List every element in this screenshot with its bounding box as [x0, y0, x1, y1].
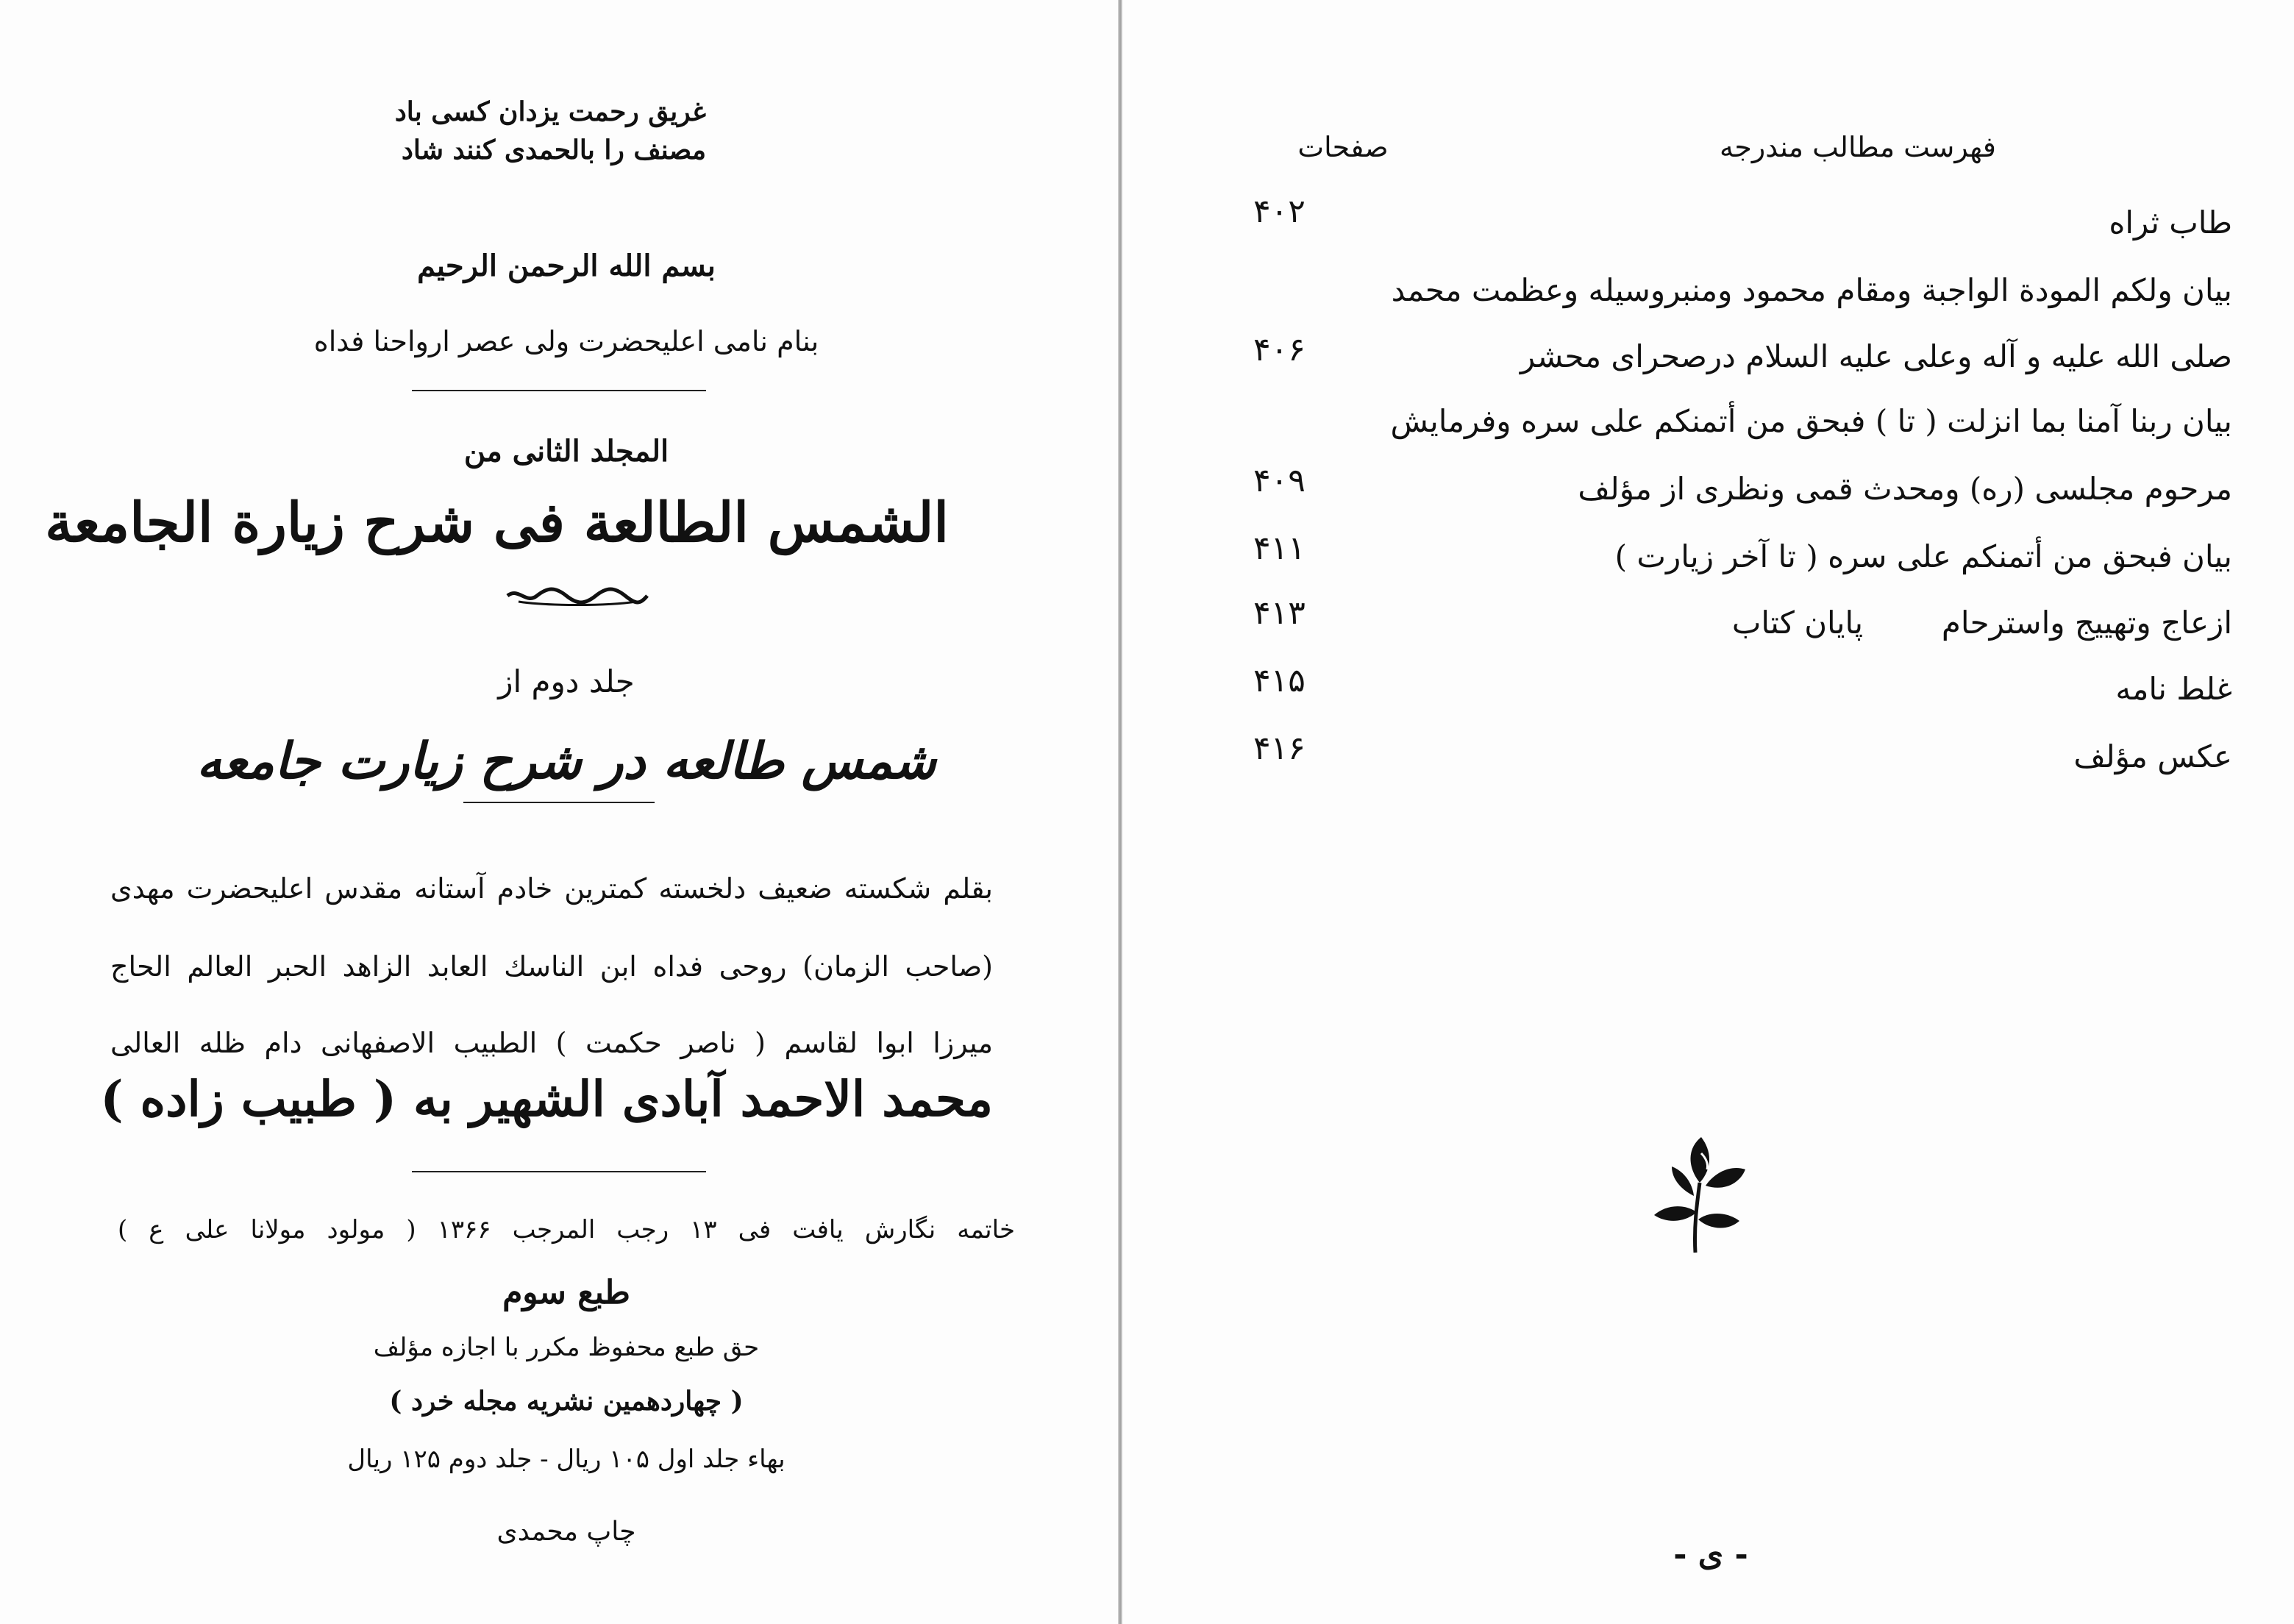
toc-page-3: ۴۰۶ — [1253, 331, 1305, 368]
divider-rule — [412, 390, 706, 391]
volume-arabic: المجلد الثانی من — [463, 434, 669, 469]
toc-page-5: ۴۰۹ — [1253, 462, 1305, 499]
author-name: محمد الاحمد آبادی الشهیر به ( طبیب زاده ) — [100, 1070, 993, 1128]
edition: طبع سوم — [502, 1274, 630, 1311]
toc-entry-1: طاب ثراه — [2109, 204, 2232, 241]
toc-page-7: ۴۱۳ — [1253, 594, 1305, 632]
toc-page-1: ۴۰۲ — [1253, 193, 1305, 230]
author-paragraph-line-2: (صاحب الزمان) روحی فداه ابن الناسك العابد الزاهد الحبر العالم الحاج — [110, 950, 993, 983]
toc-entry-5: مرحوم مجلسی (ره) ومحدث قمی ونظری از مؤلف — [1578, 471, 2232, 507]
toc-entry-4: بیان ربنا آمنا بما انزلت ( تا ) فبحق من أتمنکم علی سره وفرمایش — [1390, 403, 2232, 439]
toc-page-8: ۴۱۵ — [1253, 662, 1305, 699]
toc-entry-2: بیان ولکم المودة الواجبة ومقام محمود ومنبروسیله وعظمت محمد — [1391, 272, 2232, 308]
title-arabic: الشمس الطالعة فی شرح زیارة الجامعة — [45, 491, 949, 555]
series-note: ( چهاردهمین نشریه مجله خرد ) — [389, 1386, 744, 1417]
bismillah: بسم الله الرحمن الرحیم — [417, 249, 716, 283]
copyright-notice: حق طبع محفوظ مکرر با اجازه مؤلف — [373, 1333, 760, 1362]
toc-page — [1122, 0, 2294, 1624]
toc-entry-6: بیان فبحق من أتمنکم علی سره ( تا آخر زیارت ) — [1614, 538, 2232, 574]
title-underline — [463, 802, 655, 803]
scroll-ornament-icon — [504, 581, 651, 610]
toc-entry-9: عکس مؤلف — [2073, 738, 2232, 774]
invocation: بنام نامی اعلیحضرت ولی عصر ارواحنا فداه — [313, 325, 819, 357]
author-paragraph-line-1: بقلم شکسته ضعیف دلخسته کمترین خادم آستانه مقدس اعلیحضرت مهدی — [110, 872, 993, 905]
page-folio: - ی - — [1673, 1536, 1748, 1573]
volume-persian: جلد دوم از — [498, 663, 635, 699]
toc-page-6: ۴۱۱ — [1253, 530, 1305, 567]
toc-entry-8: غلط نامه — [2115, 671, 2232, 707]
title-persian: شمس طالعه در شرح زیارت جامعه — [196, 732, 936, 791]
pages-heading: صفحات — [1297, 131, 1389, 163]
title-page — [0, 0, 1118, 1624]
dedication-line-1: غریق رحمت یزدان کسی باد — [394, 96, 706, 127]
dedication-line-2: مصنف را بالحمدی کنند شاد — [401, 135, 706, 165]
printer: چاپ محمدی — [496, 1517, 636, 1547]
divider-rule-2 — [412, 1171, 706, 1172]
toc-entry-3: صلی الله علیه و آله وعلی علیه السلام درصحرای محشر — [1520, 338, 2232, 374]
flower-sprig-icon — [1642, 1131, 1753, 1256]
toc-title: فهرست مطالب مندرجه — [1720, 131, 1996, 163]
toc-entry-7: ازعاج وتهییج واسترحام پایان کتاب — [1731, 605, 2232, 641]
toc-page-9: ۴۱۶ — [1253, 730, 1305, 767]
price: بهاء جلد اول ۱۰۵ ریال - جلد دوم ۱۲۵ ریال — [347, 1445, 786, 1474]
author-paragraph-line-3: میرزا ابوا لقاسم ( ناصر حکمت ) الطبیب الاصفهانی دام ظله العالی — [110, 1027, 993, 1059]
colophon: خاتمه نگارش یافت فی ۱۳ رجب المرجب ۱۳۶۶ ( مولود مولانا علی ع ) — [118, 1215, 1015, 1244]
